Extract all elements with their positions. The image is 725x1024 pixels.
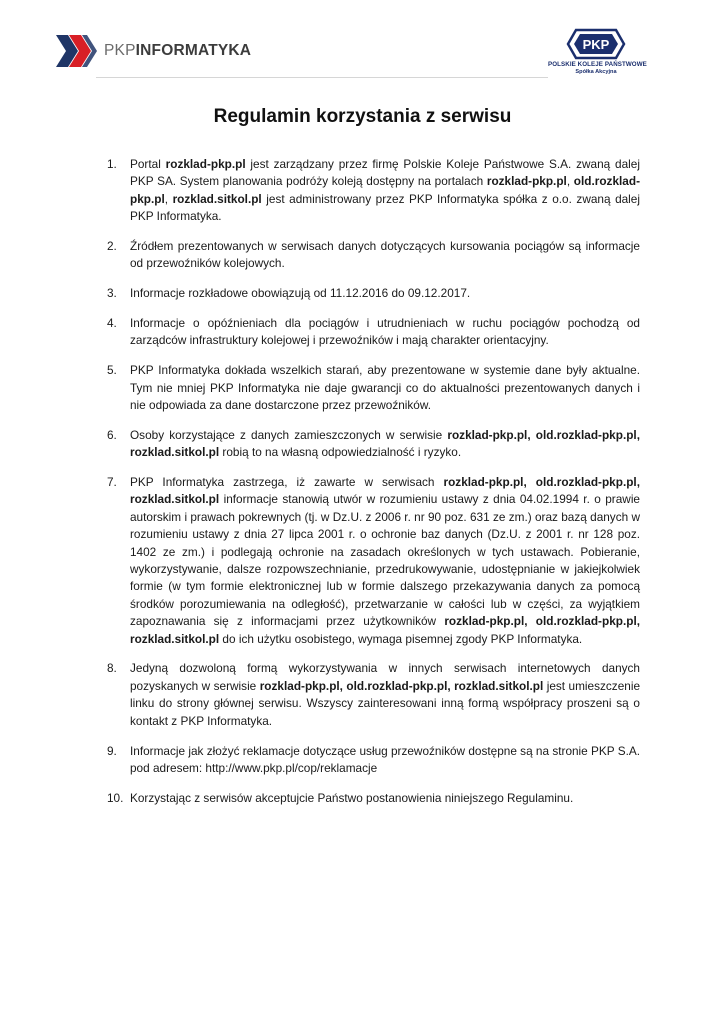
rule-text-bold: old.rozklad-pkp.pl xyxy=(130,174,640,206)
rule-text xyxy=(130,316,640,347)
rule-text-bold: rozklad-pkp.pl, old.rozklad-pkp.pl, rozklad.sitkol.pl xyxy=(130,475,640,507)
rule-text-segment: PKP Informatyka zastrzega, iż zawarte w serwisach xyxy=(130,475,444,490)
rule-text-bold: rozklad-pkp.pl xyxy=(165,157,246,171)
brand-name-bold: INFORMATYKA xyxy=(135,42,252,59)
rule-text-bold: rozklad.sitkol.pl xyxy=(172,191,262,206)
rule-text xyxy=(130,286,470,300)
rule-text-bold: rozklad-pkp.pl, old.rozklad-pkp.pl, rozklad.sitkol.pl xyxy=(259,678,544,693)
rule-item xyxy=(107,427,640,462)
rule-text-segment: Portal xyxy=(130,157,166,171)
rule-text-segment: informacje stanowią utwór w rozumieniu ustawy z dnia 04.02.1994 r. o prawie autorskim i prawach pokrewnych (tj. w Dz.U. z 2006 r. nr 90 poz. 631 ze zm.) oraz bazą danych w rozumieniu ustawy z dnia 27 lipca 2001 r. o ochronie baz danych (Dz.U. z 2001 r. nr 128 poz. 1402 ze zm.) i podlegają ochronie na zasadach określonych w tych ustawach. Pobieranie, wykorzystywanie, dalsze rozpowszechnianie, przedrukowywanie, udostępnianie w jakiejkolwiek formie (w tym formie elektronicznej lub w formie dalszego przekazywania danych za pomocą środków porozumiewania na odległość), przetwarzanie w całości lub w części, za wyjątkiem zapoznawania się z informacjami przez użytkowników xyxy=(130,492,640,629)
rule-text-segment: do ich użytku osobistego, wymaga pisemnej zgody PKP Informatyka. xyxy=(219,631,583,646)
rule-number: 9. xyxy=(107,743,117,758)
rule-item xyxy=(107,238,640,273)
pkp-company-name: POLSKIE KOLEJE PAŃSTWOWE xyxy=(548,61,647,68)
rule-text xyxy=(130,239,640,270)
rule-item xyxy=(107,156,640,226)
header-divider xyxy=(96,77,548,78)
rule-text-segment: Korzystając z serwisów akceptujcie Państwo postanowienia niniejszego Regulaminu. xyxy=(130,790,574,805)
rule-text-bold: rozklad-pkp.pl, old.rozklad-pkp.pl, rozklad.sitkol.pl xyxy=(130,427,640,460)
rule-number: 4. xyxy=(107,316,117,331)
pkp-emblem-text: PKP xyxy=(582,37,610,52)
rule-text xyxy=(130,744,640,775)
pkp-sa-logo xyxy=(548,28,647,88)
pkp-company-form: Spółka Akcyjna xyxy=(575,69,617,75)
brand-name-thin: PKP xyxy=(104,42,136,59)
rule-text xyxy=(130,475,640,646)
rule-text xyxy=(130,157,640,223)
rule-number: 8. xyxy=(107,661,117,676)
rule-text-segment: , xyxy=(164,191,173,206)
rule-item xyxy=(107,660,640,730)
rule-text xyxy=(130,428,640,459)
rule-number: 1. xyxy=(107,157,117,171)
pkp-emblem-icon xyxy=(566,28,626,60)
pkp-informatyka-chevron-icon xyxy=(56,35,98,67)
rule-text-segment: jest administrowany przez PKP Informatyka spółka z o.o. zwaną dalej PKP Informatyka. xyxy=(130,191,640,224)
rule-text-segment: PKP Informatyka dokłada wszelkich starań, aby prezentowane w systemie dane były aktualne. Tym nie mniej PKP Informatyka nie daje gwarancji co do aktualności prezentowanych danych i nie odpowiada za dane dostarczone przez przewoźników. xyxy=(130,363,640,413)
rule-item xyxy=(107,743,640,778)
rule-item xyxy=(107,790,640,807)
rule-number: 3. xyxy=(107,286,117,301)
rule-text-bold: rozklad-pkp.pl, old.rozklad-pkp.pl, rozklad.sitkol.pl xyxy=(130,614,640,646)
rule-text xyxy=(130,791,573,805)
rule-text-segment: robią to na własną odpowiedzialność i ryzyko. xyxy=(219,445,462,460)
rule-text-segment: jest umieszczenie linku do strony głównej serwisu. Wszyscy zainteresowani inną formą współpracy proszeni są o kontakt z PKP Informatyka. xyxy=(130,678,641,728)
rule-text xyxy=(130,661,640,727)
rule-text-bold: rozklad-pkp.pl xyxy=(486,174,567,189)
pkp-informatyka-logo xyxy=(56,34,251,68)
rule-item xyxy=(107,474,640,648)
rule-number: 7. xyxy=(107,475,117,490)
rule-item xyxy=(107,285,640,302)
rule-text xyxy=(130,363,640,412)
rule-text-segment: Informacje jak złożyć reklamacje dotyczące usług przewoźników dostępne są na stronie PKP S.A. pod adresem: http://www.pkp.pl/cop/reklamacje xyxy=(130,743,640,775)
rule-text-segment: Jedyną dozwoloną formą wykorzystywania w innych serwisach internetowych danych pozyskanych w serwisie xyxy=(130,661,640,693)
rule-number: 5. xyxy=(107,363,117,378)
rule-number: 10. xyxy=(107,790,124,805)
rule-text-segment: jest zarządzany przez firmę Polskie Koleje Państwowe S.A. zwaną dalej PKP SA. System planowania podróży koleją dostępny na portalach xyxy=(130,157,640,189)
page-title: Regulamin korzystania z serwisu xyxy=(213,106,512,127)
rule-number: 6. xyxy=(107,427,117,442)
rule-text-segment: Informacje rozkładowe obowiązują od 11.12.2016 do 09.12.2017. xyxy=(130,286,471,301)
rule-text-segment: Informacje o opóźnieniach dla pociągów i utrudnieniach w ruchu pociągów pochodzą od zarządców infrastruktury kolejowej i przewoźników i mają charakter orientacyjny. xyxy=(130,316,640,348)
rule-item xyxy=(107,362,640,414)
rule-text-segment: Osoby korzystające z danych zamieszczonych w serwisie xyxy=(130,427,448,442)
rules-list xyxy=(107,156,640,820)
rule-text-segment: Źródłem prezentowanych w serwisach danych dotyczących kursowania pociągów są informacje od przewoźników kolejowych. xyxy=(130,239,640,271)
brand-name xyxy=(104,42,251,60)
rule-text-segment: , xyxy=(566,174,574,189)
rule-number: 2. xyxy=(107,239,117,254)
page-header xyxy=(0,0,725,82)
rule-item xyxy=(107,315,640,350)
